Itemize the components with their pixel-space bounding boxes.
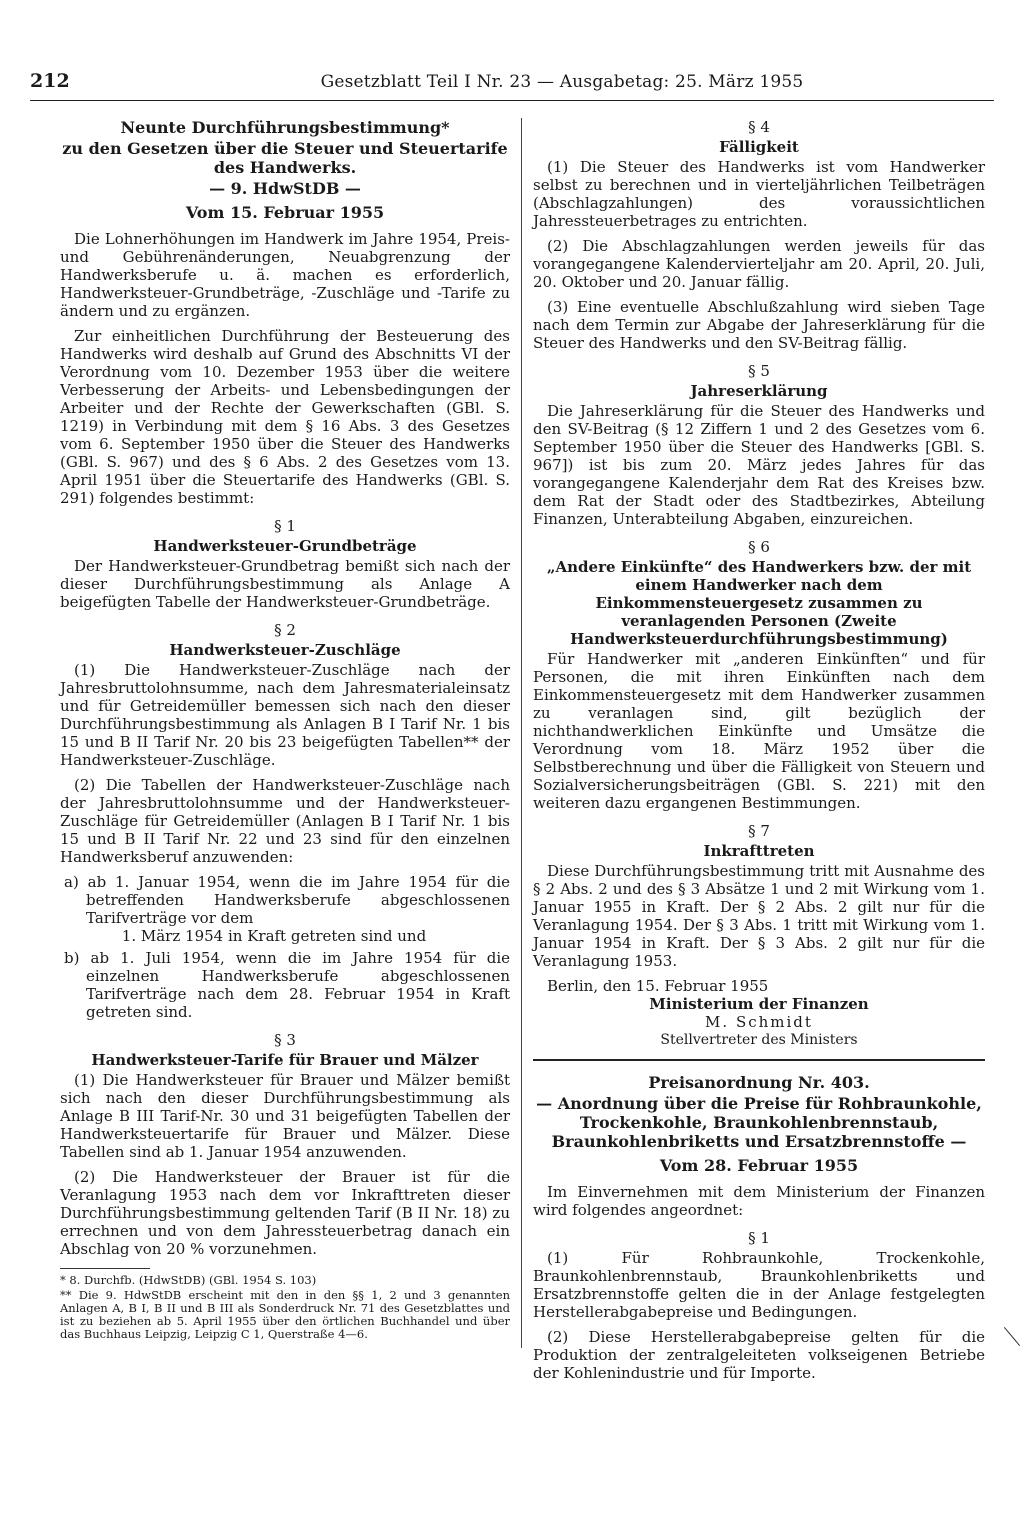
price-order-intro: Im Einvernehmen mit dem Ministerium der Finanzen wird folgendes angeordnet: [533, 1183, 985, 1219]
section-6-number: § 6 [748, 538, 770, 556]
place-date: Berlin, den 15. Februar 1955 [547, 977, 769, 995]
intro-paragraph-1: Die Lohnerhöhungen im Handwerk im Jahre 1954, Preis- und Gebührenänderungen, Neuabgrenzung der Handwerksberufe u. ä. machen es erforderlich, Handwerksteuer-Grundbeträge, -Zuschläge und -Tarife zu ändern und zu ergänzen. [60, 230, 510, 320]
section-5-heading: Jahreserklärung [690, 382, 828, 400]
header-rule [30, 100, 994, 101]
footnote-1: * 8. Durchfb. (HdwStDB) (GBl. 1954 S. 103) [60, 1273, 317, 1287]
section-2-item-a [60, 873, 510, 945]
price-order-paragraph-2: (2) Diese Herstellerabgabepreise gelten für die Produktion der zentralgeleiteten volkseigenen Betriebe der Kohlenindustrie und für Importe. [533, 1328, 985, 1382]
price-order-paragraph-1: (1) Für Rohbraunkohle, Trockenkohle, Braunkohlenbrennstaub, Braunkohlenbriketts und Ersatzbrennstoffe gelten die in der Anlage festgelegten Herstellerabgabepreise und Bedingungen. [533, 1249, 985, 1321]
decree-title-line2: zu den Gesetzen über die Steuer und Steuertarife des Handwerks. [62, 139, 508, 177]
ministry-name: Ministerium der Finanzen [649, 995, 869, 1013]
section-7-number: § 7 [748, 822, 770, 840]
signer-role: Stellvertreter des Ministers [660, 1032, 858, 1048]
section-7-heading: Inkrafttreten [703, 842, 815, 860]
section-3-paragraph-1: (1) Die Handwerksteuer für Brauer und Mälzer bemißt sich nach den dieser Durchführungsbestimmung als Anlage B III Tarif-Nr. 30 und 31 beigefügten Tabellen der Handwerksteuertarife für Brauer und Mälzer. Diese Tabellen sind ab 1. Januar 1954 anzuwenden. [60, 1071, 510, 1161]
section-2-paragraph-1: (1) Die Handwerksteuer-Zuschläge nach der Jahresbruttolohnsumme, nach dem Jahresmaterialeinsatz und für Getreidemüller bemessen sich nach den dieser Durchführungsbestimmung als Anlagen B I Tarif Nr. 1 bis 15 und B II Tarif Nr. 20 bis 23 beigefügten Tabellen** der Handwerksteuer-Zuschläge. [60, 661, 510, 769]
section-5-number: § 5 [748, 362, 770, 380]
column-divider [521, 118, 522, 1348]
right-column [533, 118, 985, 1389]
page-number: 212 [30, 70, 70, 92]
section-2-item-a-text: a) ab 1. Januar 1954, wenn die im Jahre 1954 für die betreffenden Handwerksberufe abgeschlossenen Tarifverträge vor dem [64, 873, 510, 927]
price-order-date: Vom 28. Februar 1955 [659, 1156, 859, 1175]
section-4-number: § 4 [748, 118, 770, 136]
section-5-text: Die Jahreserklärung für die Steuer des Handwerks und den SV-Beitrag (§ 12 Ziffern 1 und 2 des Gesetzes vom 6. September 1950 über die Steuer des Handwerks [GBl. S. 967]) ist bis zum 20. März jedes Jahres für das vorangegangene Kalenderjahr dem Rat des Kreises bzw. dem Rat der Stadt oder des Stadtbezirkes, Abteilung Finanzen, Unterabteilung Abgaben, einzureichen. [533, 402, 985, 528]
price-order-section-1-number: § 1 [748, 1229, 770, 1247]
section-3-paragraph-2: (2) Die Handwerksteuer der Brauer ist für die Veranlagung 1953 nach dem vor Inkrafttreten dieser Durchführungsbestimmung geltenden Tarif (B II Nr. 18) zu errechnen und von dem Jahressteuerbetrag danach ein Abschlag von 20 % vorzunehmen. [60, 1168, 510, 1258]
margin-pencil-mark [1004, 1327, 1020, 1346]
decree-abbreviation: — 9. HdwStDB — [209, 179, 361, 198]
section-2-item-b: b) ab 1. Juli 1954, wenn die im Jahre 1954 für die einzelnen Handwerksberufe abgeschlossenen Tarifverträge nach dem 28. Februar 1954 in Kraft getreten sind. [64, 949, 510, 1021]
section-4-heading: Fälligkeit [719, 138, 799, 156]
section-2-number: § 2 [274, 621, 296, 639]
section-2-heading: Handwerksteuer-Zuschläge [169, 641, 401, 659]
section-4-paragraph-3: (3) Eine eventuelle Abschlußzahlung wird sieben Tage nach dem Termin zur Abgabe der Jahreserklärung für die Steuer des Handwerks und den SV-Beitrag fällig. [533, 298, 985, 352]
intro-paragraph-2: Zur einheitlichen Durchführung der Besteuerung des Handwerks wird deshalb auf Grund des Abschnitts VI der Verordnung vom 10. Dezember 1953 über die weitere Verbesserung der Arbeits- und Lebensbedingungen der Arbeiter und der Rechte der Gewerkschaften (GBl. S. 1219) in Verbindung mit dem § 16 Abs. 3 des Gesetzes vom 6. September 1950 über die Steuer des Handwerks (GBl. S. 967) und des § 6 Abs. 2 des Gesetzes vom 13. April 1951 über die Steuertarife des Handwerks (GBl. S. 291) folgendes bestimmt: [60, 327, 510, 507]
left-column [60, 118, 510, 1343]
section-2-item-a-continuation: 1. März 1954 in Kraft getreten sind und [121, 927, 427, 945]
section-separator [533, 1059, 985, 1061]
price-order-title: Preisanordnung Nr. 403. [648, 1073, 870, 1092]
section-7-text: Diese Durchführungsbestimmung tritt mit Ausnahme des § 2 Abs. 2 und des § 3 Absätze 1 und 2 mit Wirkung vom 1. Januar 1955 in Kraft. Der § 2 Abs. 2 gilt nur für die Veranlagung 1954. Der § 3 Abs. 1 tritt mit Wirkung vom 1. Januar 1954 in Kraft. Der § 3 Abs. 2 gilt nur für die Veranlagung 1953. [533, 862, 985, 970]
section-2-paragraph-2: (2) Die Tabellen der Handwerksteuer-Zuschläge nach der Jahresbruttolohnsumme und der Handwerksteuer-Zuschläge für Getreidemüller (Anlagen B I Tarif Nr. 1 bis 15 und B II Tarif Nr. 22 und 23 sind für den einzelnen Handwerksberuf anzuwenden: [60, 776, 510, 866]
section-3-number: § 3 [274, 1031, 296, 1049]
decree-title: Neunte Durchführungsbestimmung* [120, 118, 450, 137]
section-1-text: Der Handwerksteuer-Grundbetrag bemißt sich nach der dieser Durchführungsbestimmung als Anlage A beigefügten Tabelle der Handwerksteuer-Grundbeträge. [60, 557, 510, 611]
section-6-heading: „Andere Einkünfte“ des Handwerkers bzw. der mit einem Handwerker nach dem Einkommensteuergesetz zusammen zu veranlagenden Personen (Zweite Handwerksteuerdurchführungsbestimmung) [546, 558, 972, 648]
footnote-2: ** Die 9. HdwStDB erscheint mit den in den §§ 1, 2 und 3 genannten Anlagen A, B I, B II und B III als Sonderdruck Nr. 71 des Gesetzblattes und ist zu beziehen ab 5. April 1955 über den örtlichen Buchhandel und über das Buchhaus Leipzig, Leipzig C 1, Querstraße 4—6. [60, 1288, 510, 1341]
section-6-text: Für Handwerker mit „anderen Einkünften“ und für Personen, die mit ihren Einkünften nach dem Einkommensteuergesetz mit dem Handwerker zusammen zu veranlagen sind, gilt bezüglich der nichthandwerklichen Einkünfte und Umsätze die Verordnung vom 18. März 1952 über die Selbstberechnung und über die Fälligkeit von Steuern und Sozialversicherungsbeiträgen (GBl. S. 221) mit den weiteren dazu ergangenen Bestimmungen. [533, 650, 985, 812]
footnote-rule [60, 1268, 150, 1269]
section-4-paragraph-1: (1) Die Steuer des Handwerks ist vom Handwerker selbst zu berechnen und in vierteljährlichen Teilbeträgen (Abschlagzahlungen) des voraussichtlichen Jahressteuerbetrages zu entrichten. [533, 158, 985, 230]
running-head: Gesetzblatt Teil I Nr. 23 — Ausgabetag: 25. März 1955 [320, 72, 804, 92]
price-order-subtitle: — Anordnung über die Preise für Rohbraunkohle, Trockenkohle, Braunkohlenbrennstaub, Braunkohlenbriketts und Ersatzbrennstoffe — [536, 1094, 982, 1151]
section-4-paragraph-2: (2) Die Abschlagzahlungen werden jeweils für das vorangegangene Kalendervierteljahr am 20. April, 20. Juli, 20. Oktober und 20. Januar fällig. [533, 237, 985, 291]
page-header [30, 70, 994, 100]
section-1-heading: Handwerksteuer-Grundbeträge [153, 537, 417, 555]
section-1-number: § 1 [274, 517, 296, 535]
signer-name: M. Schmidt [705, 1013, 813, 1031]
section-3-heading: Handwerksteuer-Tarife für Brauer und Mälzer [91, 1051, 479, 1069]
decree-date: Vom 15. Februar 1955 [185, 203, 385, 222]
